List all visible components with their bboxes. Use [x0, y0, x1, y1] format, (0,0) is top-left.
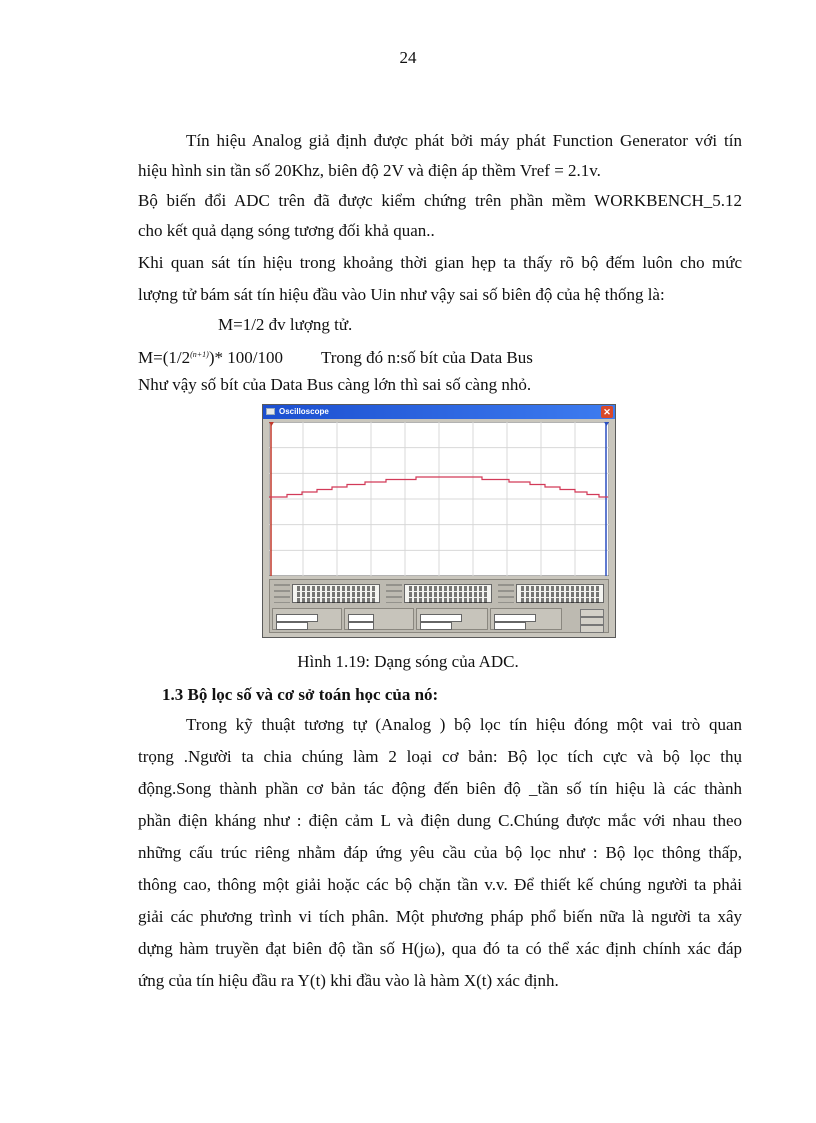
body-line: Trong kỹ thuật tương tự (Analog ) bộ lọc tín hiệu đóng một vai trò quan: [186, 715, 742, 734]
p1-line1: Tín hiệu Analog giả định được phát bởi máy phát Function Generator với tín: [186, 131, 742, 150]
p3-line1: Khi quan sát tín hiệu trong khoảng thời gian hẹp ta thấy rõ bộ đếm luôn cho mức: [138, 253, 742, 272]
paragraph-adc-test-cont: [138, 216, 742, 246]
channel-b-group[interactable]: [490, 608, 562, 630]
paragraph-observe: [138, 248, 742, 278]
oscilloscope-window: [262, 404, 616, 638]
oscilloscope-control-panel: [269, 579, 609, 633]
window-icon: [266, 408, 275, 415]
body-line: giải các phương trình vi tích phân. Một phương pháp phổ biến nữa là người ta xây: [138, 907, 742, 926]
oscilloscope-title: Oscilloscope: [279, 407, 329, 416]
t1-labels: [274, 584, 290, 603]
body-line: ứng của tín hiệu đầu ra Y(t) khi đầu vào là hàm X(t) xác định.: [138, 971, 559, 990]
formula1: M=1/2 đv lượng tử.: [218, 315, 353, 334]
oscilloscope-screen: [269, 422, 609, 576]
t2-t1-labels: [498, 584, 514, 603]
page-number: 24: [399, 48, 417, 67]
p2-line2: cho kết quả dạng sóng tương đối khả quan..: [138, 221, 435, 240]
body-line: dựng hàm truyền đạt biên độ tần số H(jω), qua đó ta có thể xác định chính xác đáp: [138, 939, 742, 958]
formula2-suffix: )* 100/100: [208, 348, 283, 367]
formula-quantum: [218, 310, 816, 340]
t2-readout: [404, 584, 492, 603]
t2-labels: [386, 584, 402, 603]
figure-caption: Hình 1.19: Dạng sóng của ADC.: [297, 652, 519, 671]
paragraph-observe-cont: [138, 280, 742, 310]
t2-t1-readout: [516, 584, 604, 603]
p1-line2: hiệu hình sin tần số 20Khz, biên độ 2V và điện áp thềm Vref = 2.1v.: [138, 161, 601, 180]
oscilloscope-title-bar: [263, 405, 615, 419]
save-button[interactable]: [580, 625, 604, 633]
body-line: động.Song thành phần cơ bản tác động đến biên độ _tần số tín hiệu là các thành: [138, 779, 742, 798]
section-heading: 1.3 Bộ lọc số và cơ sở toán học của nó:: [162, 685, 439, 704]
body-line: thông cao, thông một giải hoặc các bộ chặn tần v.v. Để thiết kế chúng người ta phải: [138, 875, 742, 894]
p4: Như vậy số bít của Data Bus càng lớn thì sai số càng nhỏ.: [138, 375, 532, 394]
formula-error: [138, 340, 742, 373]
paragraph-conclusion: [138, 370, 742, 400]
reduce-button[interactable]: [580, 609, 604, 617]
paragraph-signal-intro-cont: [138, 156, 742, 186]
body-line: phần điện kháng như : điện cảm L và điện dung C.Chúng được mắc với nhau theo: [138, 811, 742, 830]
channel-a-group[interactable]: [416, 608, 488, 630]
time-base-group[interactable]: [272, 608, 342, 630]
close-icon[interactable]: ✕: [601, 406, 613, 418]
paragraph-adc-test: [138, 186, 742, 216]
paragraph-signal-intro: [138, 126, 742, 156]
p3-line2: lượng tử bám sát tín hiệu đầu vào Uin như vậy sai số biên độ của hệ thống là:: [138, 285, 665, 304]
p2-line1: Bộ biến đổi ADC trên đã được kiểm chứng trên phần mềm WORKBENCH_5.12: [138, 191, 742, 210]
trigger-group[interactable]: [344, 608, 414, 630]
body-line: trọng .Người ta chia chúng làm 2 loại cơ bản: Bộ lọc tích cực và bộ lọc thụ: [138, 747, 742, 766]
formula2-exponent: (n+1): [190, 350, 209, 359]
reverse-button[interactable]: [580, 617, 604, 625]
formula2-note: Trong đó n:số bít của Data Bus: [320, 348, 533, 367]
formula2-prefix: M=(1/2: [138, 348, 191, 367]
t1-readout: [292, 584, 380, 603]
body-line: những cấu trúc riêng nhằm đáp ứng yêu cầu của bộ lọc như : Bộ lọc thông thấp,: [138, 843, 742, 862]
